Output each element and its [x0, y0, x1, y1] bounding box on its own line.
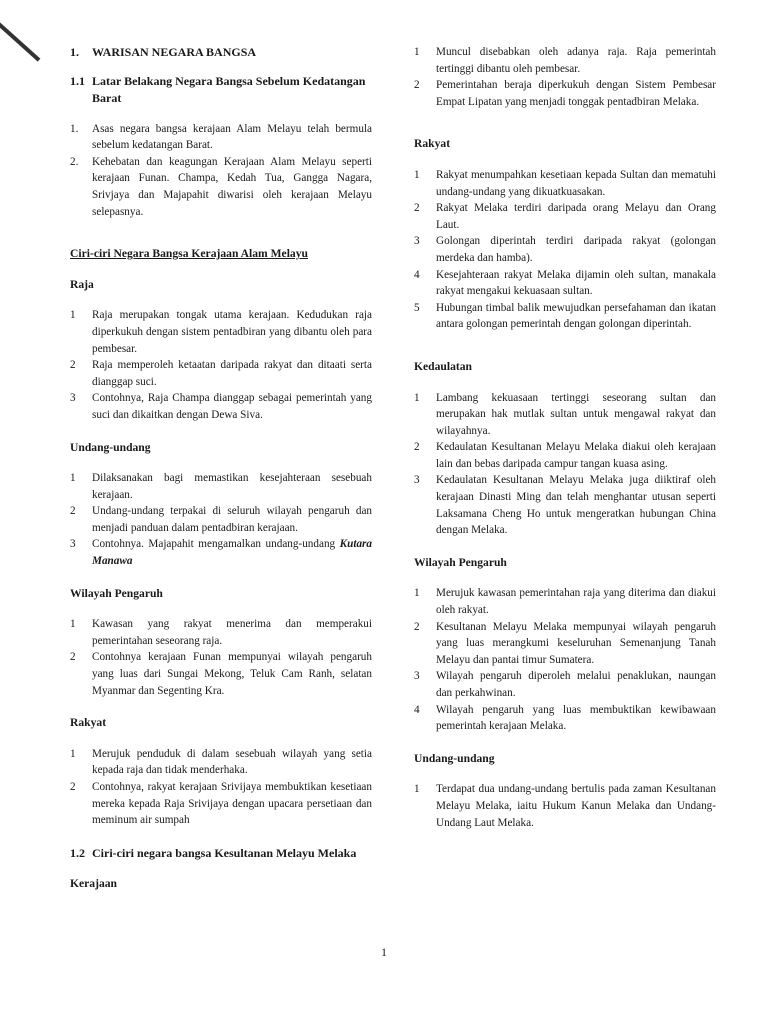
list-item [414, 300, 716, 333]
item-text [92, 536, 372, 569]
item-text [92, 649, 372, 699]
item-text-body: Kedaulatan Kesultanan Melayu Melaka juga diiktiraf oleh kerajaan Dinasti Ming dan telah menghantar utusan seperti Laksamana Cheng Ho untuk mengeratkan hubungan China dengan Melaka. [436, 474, 716, 537]
item-number: 4 [414, 268, 420, 281]
undang-heading: Undang-undang [70, 440, 151, 454]
rakyat-melaka-heading: Rakyat [414, 137, 451, 151]
list-item [70, 357, 372, 390]
subheading-1-2: 1.2 Ciri-ciri negara bangsa Kesultanan Melayu Melaka [70, 845, 357, 860]
item-number: 2 [70, 651, 76, 664]
list-item [70, 121, 372, 154]
rakyat-melaka-list [414, 167, 716, 333]
intro-list [70, 121, 372, 221]
right-column [414, 44, 716, 847]
item-text-body: Rakyat menumpahkan kesetiaan kepada Sultan dan mematuhi undang-undang yang dikuatkuasakan. [436, 168, 716, 198]
item-number: 1 [70, 309, 76, 322]
rakyat-heading: Rakyat [70, 716, 107, 730]
wilayah-melaka-list [414, 585, 716, 734]
item-text [92, 154, 372, 220]
list-item [70, 779, 372, 829]
item-text-body: Asas negara bangsa kerajaan Alam Melayu telah bermula sebelum kedatangan Barat. [92, 122, 372, 152]
kerajaan-heading: Kerajaan [70, 876, 118, 890]
item-text [92, 779, 372, 829]
item-number: 2 [70, 505, 76, 518]
item-text-body: Kehebatan dan keagungan Kerajaan Alam Melayu seperti kerajaan Funan. Champa, Kedah Tua, Gangga Nagara, Srivjaya dan Majapahit diwarisi oleh kerajaan Melayu selepasnya. [92, 155, 372, 218]
item-text [436, 668, 716, 701]
kedaulatan-heading: Kedaulatan [414, 359, 472, 373]
undang-melaka-heading: Undang-undang [414, 751, 495, 765]
list-item [70, 390, 372, 423]
item-text-body: Hubungan timbal balik mewujudkan persefahaman dan ikatan antara golongan pemerintah dengan golongan diperintah. [436, 301, 716, 331]
item-text [92, 503, 372, 536]
item-text-body: Contohnya. Majapahit mengamalkan undang-undang [92, 538, 340, 551]
list-item [414, 390, 716, 440]
item-text-body: Contohnya, rakyat kerajaan Srivijaya membuktikan kesetiaan mereka kepada Raja Srivijaya dengan upacara persetiaan dan meminum air sumpah [92, 781, 372, 827]
item-text [92, 746, 372, 779]
subheading-1-1: 1.1 Latar Belakang Negara Bangsa Sebelum Kedatangan Barat [70, 73, 366, 105]
list-item [414, 77, 716, 110]
item-number: 3 [414, 474, 420, 487]
item-number: 1 [414, 46, 420, 58]
list-item [70, 154, 372, 220]
list-item [414, 167, 716, 200]
item-number: 1 [414, 783, 420, 796]
item-text [436, 233, 716, 266]
list-item [70, 536, 372, 569]
item-text [436, 200, 716, 233]
wilayah-melaka-heading: Wilayah Pengaruh [414, 555, 507, 569]
item-text-body: Undang-undang terpakai di seluruh wilayah pengaruh dan menjadi panduan dalam pentadbiran kerajaan. [92, 505, 372, 534]
item-text [92, 390, 372, 423]
kerajaan-list [414, 44, 716, 110]
item-text [436, 300, 716, 333]
left-column [70, 44, 372, 906]
item-text [436, 781, 716, 831]
item-text-body: Merujuk penduduk di dalam sesebuah wilayah yang setia kepada raja dan tidak menderhaka. [92, 747, 372, 777]
wilayah-list [70, 616, 372, 699]
item-text-body: Rakyat Melaka terdiri daripada orang Melayu dan Orang Laut. [436, 202, 716, 231]
item-number: 2 [414, 620, 420, 633]
item-number: 2 [70, 359, 76, 372]
item-text-body: Raja memperoleh ketaatan daripada rakyat dan ditaati serta dianggap suci. [92, 359, 372, 388]
list-item [414, 472, 716, 538]
item-text [436, 619, 716, 669]
item-emphasis: Kutara Manawa [92, 538, 372, 568]
raja-list [70, 307, 372, 423]
item-text [436, 167, 716, 200]
item-text-body: Contohnya kerajaan Funan mempunyai wilayah pengaruh yang luas dari Sungai Mekong, Teluk Cam Ranh, selatan Myanmar dan Segenting Kra. [92, 651, 372, 697]
undang-melaka-list [414, 781, 716, 831]
list-item [414, 267, 716, 300]
item-number: 2 [70, 781, 76, 793]
item-number: 1 [414, 391, 420, 404]
item-number: 1 [70, 618, 76, 631]
item-text-body: Lambang kekuasaan tertinggi seseorang sultan dan merupakan hak mutlak sultan untuk mengawal rakyat dan wilayahnya. [436, 391, 716, 437]
item-number: 2 [414, 79, 420, 92]
item-number: 4 [414, 703, 420, 716]
main-heading: 1. WARISAN NEGARA BANGSA [70, 45, 257, 59]
item-number: 3 [70, 538, 76, 551]
list-item [414, 619, 716, 669]
item-text-body: Dilaksanakan bagi memastikan kesejahteraan sesebuah kerajaan. [92, 472, 372, 501]
item-text [436, 439, 716, 472]
item-text-body: Kesejahteraan rakyat Melaka dijamin oleh sultan, manakala rakyat mengakui kekuasaan sultan. [436, 268, 716, 298]
item-number: 2. [70, 155, 79, 168]
item-number: 3 [414, 235, 420, 248]
undang-list [70, 470, 372, 570]
item-text [92, 357, 372, 390]
item-text-body: Muncul disebabkan oleh adanya raja. Raja pemerintah tertinggi dibantu oleh pembesar. [436, 46, 716, 75]
list-item [414, 439, 716, 472]
item-text-body: Kesultanan Melayu Melaka mempunyai wilayah pengaruh yang luas merangkumi keseluruhan Semenanjung Tanah Melayu dan pantai timur Sumatera. [436, 620, 716, 666]
item-text [436, 267, 716, 300]
item-text [92, 470, 372, 503]
item-text [436, 702, 716, 735]
item-text [436, 390, 716, 440]
item-text-body: Kawasan yang rakyat menerima dan memperakui pemerintahan seseorang raja. [92, 618, 372, 647]
item-number: 2 [414, 441, 420, 454]
ciri-heading: Ciri-ciri Negara Bangsa Kerajaan Alam Melayu [70, 247, 308, 261]
corner-mark [0, 15, 40, 62]
kedaulatan-list [414, 390, 716, 539]
item-number: 3 [70, 392, 76, 405]
list-item [414, 585, 716, 618]
list-item [414, 668, 716, 701]
list-item [70, 470, 372, 503]
item-text-body: Pemerintahan beraja diperkukuh dengan Sistem Pembesar Empat Lipatan yang menjadi tonggak pentadbiran Melaka. [436, 79, 716, 108]
item-text [436, 472, 716, 538]
item-text [92, 307, 372, 357]
list-item [70, 616, 372, 649]
rakyat-list [70, 746, 372, 829]
item-text-body: Wilayah pengaruh yang luas membuktikan kewibawaan pemerintah kerajaan Melaka. [436, 703, 716, 733]
item-text-body: Raja merupakan tongak utama kerajaan. Kedudukan raja diperkukuh dengan sistem pentadbiran yang dibantu oleh para pembesar. [92, 309, 372, 355]
list-item [70, 503, 372, 536]
list-item [70, 649, 372, 699]
item-number: 2 [414, 202, 420, 215]
list-item [414, 781, 716, 831]
list-item [414, 44, 716, 77]
raja-heading: Raja [70, 277, 94, 291]
item-number: 1 [70, 747, 76, 760]
list-item [70, 307, 372, 357]
item-text-body: Merujuk kawasan pemerintahan raja yang diterima dan diakui oleh rakyat. [436, 587, 716, 617]
list-item [414, 233, 716, 266]
item-number: 1 [414, 168, 420, 181]
item-text-body: Wilayah pengaruh diperoleh melalui penaklukan, naungan dan perkahwinan. [436, 670, 716, 699]
page-number: 1 [381, 945, 387, 959]
list-item [70, 746, 372, 779]
item-text [436, 77, 716, 110]
item-text-body: Golongan diperintah terdiri daripada rakyat (golongan merdeka dan hamba). [436, 235, 716, 264]
list-item [414, 200, 716, 233]
item-text-body: Kedaulatan Kesultanan Melayu Melaka diakui oleh kerajaan lain dan bebas daripada campur tangan kuasa asing. [436, 441, 716, 470]
item-number: 3 [414, 670, 420, 683]
wilayah-heading: Wilayah Pengaruh [70, 586, 163, 600]
item-number: 1. [70, 122, 79, 135]
list-item [414, 702, 716, 735]
item-text [92, 121, 372, 154]
item-number: 1 [70, 472, 76, 485]
item-text [436, 44, 716, 77]
item-text [436, 585, 716, 618]
item-text-body: Terdapat dua undang-undang bertulis pada zaman Kesultanan Melayu Melaka, iaitu Hukum Kanun Melaka dan Undang-Undang Laut Melaka. [436, 783, 716, 829]
item-number: 1 [414, 587, 420, 600]
item-text-body: Contohnya, Raja Champa dianggap sebagai pemerintah yang suci dan dikaitkan dengan Dewa Siva. [92, 392, 372, 421]
item-text [92, 616, 372, 649]
item-number: 5 [414, 301, 420, 314]
